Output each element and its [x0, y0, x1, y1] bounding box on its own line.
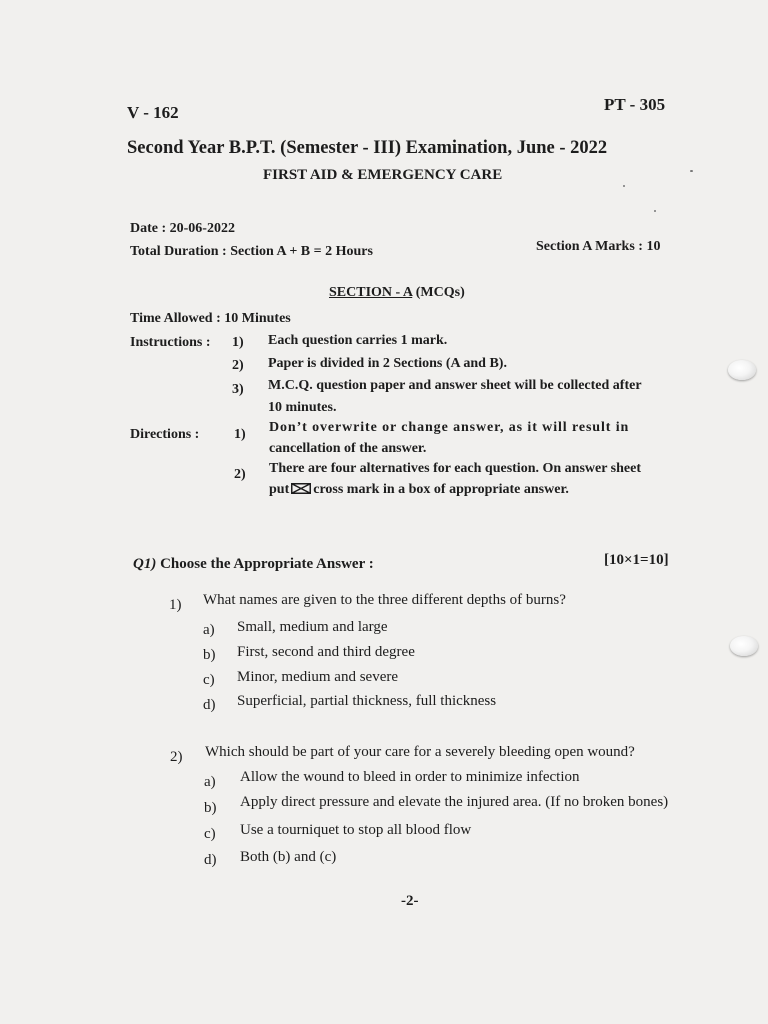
- instruction-number: 1): [232, 335, 244, 350]
- question-text: What names are given to the three different depths of burns?: [203, 592, 566, 608]
- exam-date: Date : 20-06-2022: [130, 221, 235, 236]
- direction-text-cross-mark: cross mark in a box of appropriate answer.: [313, 482, 569, 497]
- cross-box-icon: [291, 483, 311, 494]
- paper-code-right: PT - 305: [604, 95, 666, 114]
- option-text: Small, medium and large: [237, 619, 388, 635]
- question-text: Which should be part of your care for a severely bleeding open wound?: [205, 744, 635, 760]
- section-heading: [329, 285, 465, 301]
- option-text: First, second and third degree: [237, 644, 415, 660]
- section-heading-suffix: (MCQs): [412, 285, 465, 300]
- directions-label: Directions :: [130, 427, 200, 442]
- paper-code-left: V - 162: [127, 103, 179, 122]
- page-number: -2-: [401, 893, 419, 909]
- section-heading-label: SECTION - A: [329, 285, 413, 300]
- instruction-text: Paper is divided in 2 Sections (A and B).: [268, 356, 507, 371]
- direction-number: 2): [234, 467, 246, 482]
- direction-text-put: put: [269, 482, 290, 497]
- option-text: Allow the wound to bleed in order to minimize infection: [240, 769, 580, 785]
- direction-number: 1): [234, 427, 246, 442]
- question-number: 2): [170, 749, 183, 765]
- question-heading: [133, 556, 374, 573]
- instructions-label: Instructions :: [130, 335, 211, 350]
- option-letter: b): [204, 800, 217, 816]
- instruction-number: 2): [232, 358, 244, 373]
- instruction-number: 3): [232, 382, 244, 397]
- option-text: Minor, medium and severe: [237, 669, 399, 685]
- question-heading-text: Choose the Appropriate Answer :: [160, 556, 374, 572]
- punch-hole: [728, 360, 756, 380]
- option-letter: d): [203, 697, 216, 713]
- option-text: Use a tourniquet to stop all blood flow: [240, 822, 472, 838]
- subject-title: FIRST AID & EMERGENCY CARE: [263, 167, 503, 183]
- direction-text: There are four alternatives for each question. On answer sheet: [269, 461, 642, 476]
- exam-title: Second Year B.P.T. (Semester - III) Examination, June - 2022: [127, 138, 608, 158]
- instruction-text: Each question carries 1 mark.: [268, 333, 448, 348]
- option-letter: b): [203, 647, 216, 663]
- question-heading-number: Q1): [133, 556, 157, 572]
- section-a-marks: Section A Marks : 10: [536, 239, 661, 254]
- total-duration: Total Duration : Section A + B = 2 Hours: [130, 244, 373, 259]
- punch-hole: [730, 636, 758, 656]
- time-allowed: Time Allowed : 10 Minutes: [130, 311, 291, 326]
- question-marks: [10×1=10]: [604, 552, 669, 568]
- direction-text: Don’t overwrite or change answer, as it will result in: [269, 420, 630, 435]
- direction-text-continued: cancellation of the answer.: [269, 441, 427, 456]
- scan-speck: [654, 210, 656, 212]
- option-letter: a): [203, 622, 215, 638]
- option-text: Both (b) and (c): [240, 849, 337, 865]
- instruction-text: M.C.Q. question paper and answer sheet will be collected after: [268, 378, 642, 393]
- option-letter: c): [204, 826, 216, 842]
- scan-speck: [623, 185, 625, 187]
- option-letter: c): [203, 672, 215, 688]
- option-letter: d): [204, 852, 217, 868]
- direction-text-continued: [269, 482, 569, 498]
- scan-speck: [690, 170, 693, 172]
- option-text: Superficial, partial thickness, full thickness: [237, 693, 497, 709]
- question-number: 1): [169, 597, 182, 613]
- option-text: Apply direct pressure and elevate the injured area. (If no broken bones): [240, 794, 669, 810]
- option-letter: a): [204, 774, 216, 790]
- instruction-text-continued: 10 minutes.: [268, 400, 337, 415]
